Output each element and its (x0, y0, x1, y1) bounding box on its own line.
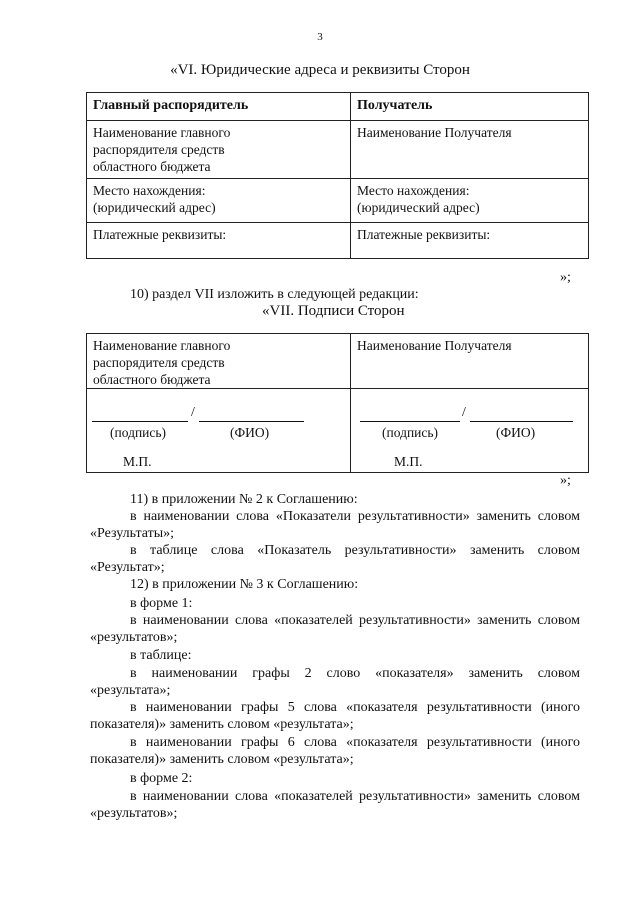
cell-recipient-name: Наименование Получателя (351, 121, 589, 179)
item-12-col2: в наименовании графы 2 слово «показателя» заменить словом «результата»; (90, 666, 580, 698)
item-12-form1: в форме 1: (130, 596, 193, 611)
item-11-a: в наименовании слова «Показатели результативности» заменить словом «Результаты»; (90, 509, 580, 541)
slash-right: / (462, 405, 466, 420)
section-6-title: «VI. Юридические адреса и реквизиты Сторон (170, 62, 470, 78)
item-12-col5: в наименовании графы 5 слова «показателя результативности (иного показателя)» заменить словом «результата»; (90, 700, 580, 732)
fio-caption-right: (ФИО) (496, 425, 536, 440)
section-6-close: »; (560, 270, 571, 285)
stamp-left: М.П. (123, 454, 152, 469)
cell-manager-address: Место нахождения: (юридический адрес) (87, 179, 351, 223)
item-11: 11) в приложении № 2 к Соглашению: (130, 492, 358, 507)
fio-line-right (470, 421, 573, 422)
page-number: 3 (317, 31, 323, 43)
signature-line-right (360, 421, 460, 422)
signature-caption-left: (подпись) (110, 425, 167, 440)
signature-caption-right: (подпись) (382, 425, 439, 440)
cell-manager-name: Наименование главного распорядителя средств областного бюджета (87, 121, 351, 179)
section-7-close: »; (560, 473, 571, 488)
item-12-col6: в наименовании графы 6 слова «показателя результативности (иного показателя)» заменить словом «результата»; (90, 735, 580, 767)
fio-caption-left: (ФИО) (230, 425, 270, 440)
item-11-b: в таблице слова «Показатель результативности» заменить словом «Результат»; (90, 543, 580, 575)
stamp-right: М.П. (394, 454, 423, 469)
cell-manager-payment: Платежные реквизиты: (87, 223, 351, 259)
fio-line-left (199, 421, 304, 422)
item-12-table: в таблице: (130, 648, 192, 663)
item-12-form1-a: в наименовании слова «показателей результативности» заменить словом «результатов»; (90, 613, 580, 645)
item-12-form2-a: в наименовании слова «показателей результативности» заменить словом «результатов»; (90, 789, 580, 821)
section-7-title: «VII. Подписи Сторон (262, 303, 405, 319)
signatures-table (86, 333, 589, 473)
signature-line-left (92, 421, 188, 422)
cell-recipient-payment: Платежные реквизиты: (351, 223, 589, 259)
cell-recipient-address: Место нахождения: (юридический адрес) (351, 179, 589, 223)
col-header-main-manager: Главный распорядитель (87, 93, 351, 121)
requisites-table (86, 92, 589, 259)
item-12: 12) в приложении № 3 к Соглашению: (130, 577, 359, 592)
slash-left: / (191, 405, 195, 420)
sig-recipient-name: Наименование Получателя (351, 334, 589, 389)
sig-manager-name: Наименование главного распорядителя средств областного бюджета (87, 334, 351, 389)
item-12-form2: в форме 2: (130, 771, 193, 786)
col-header-recipient: Получатель (351, 93, 589, 121)
paragraph-10: 10) раздел VII изложить в следующей редакции: (130, 287, 419, 302)
